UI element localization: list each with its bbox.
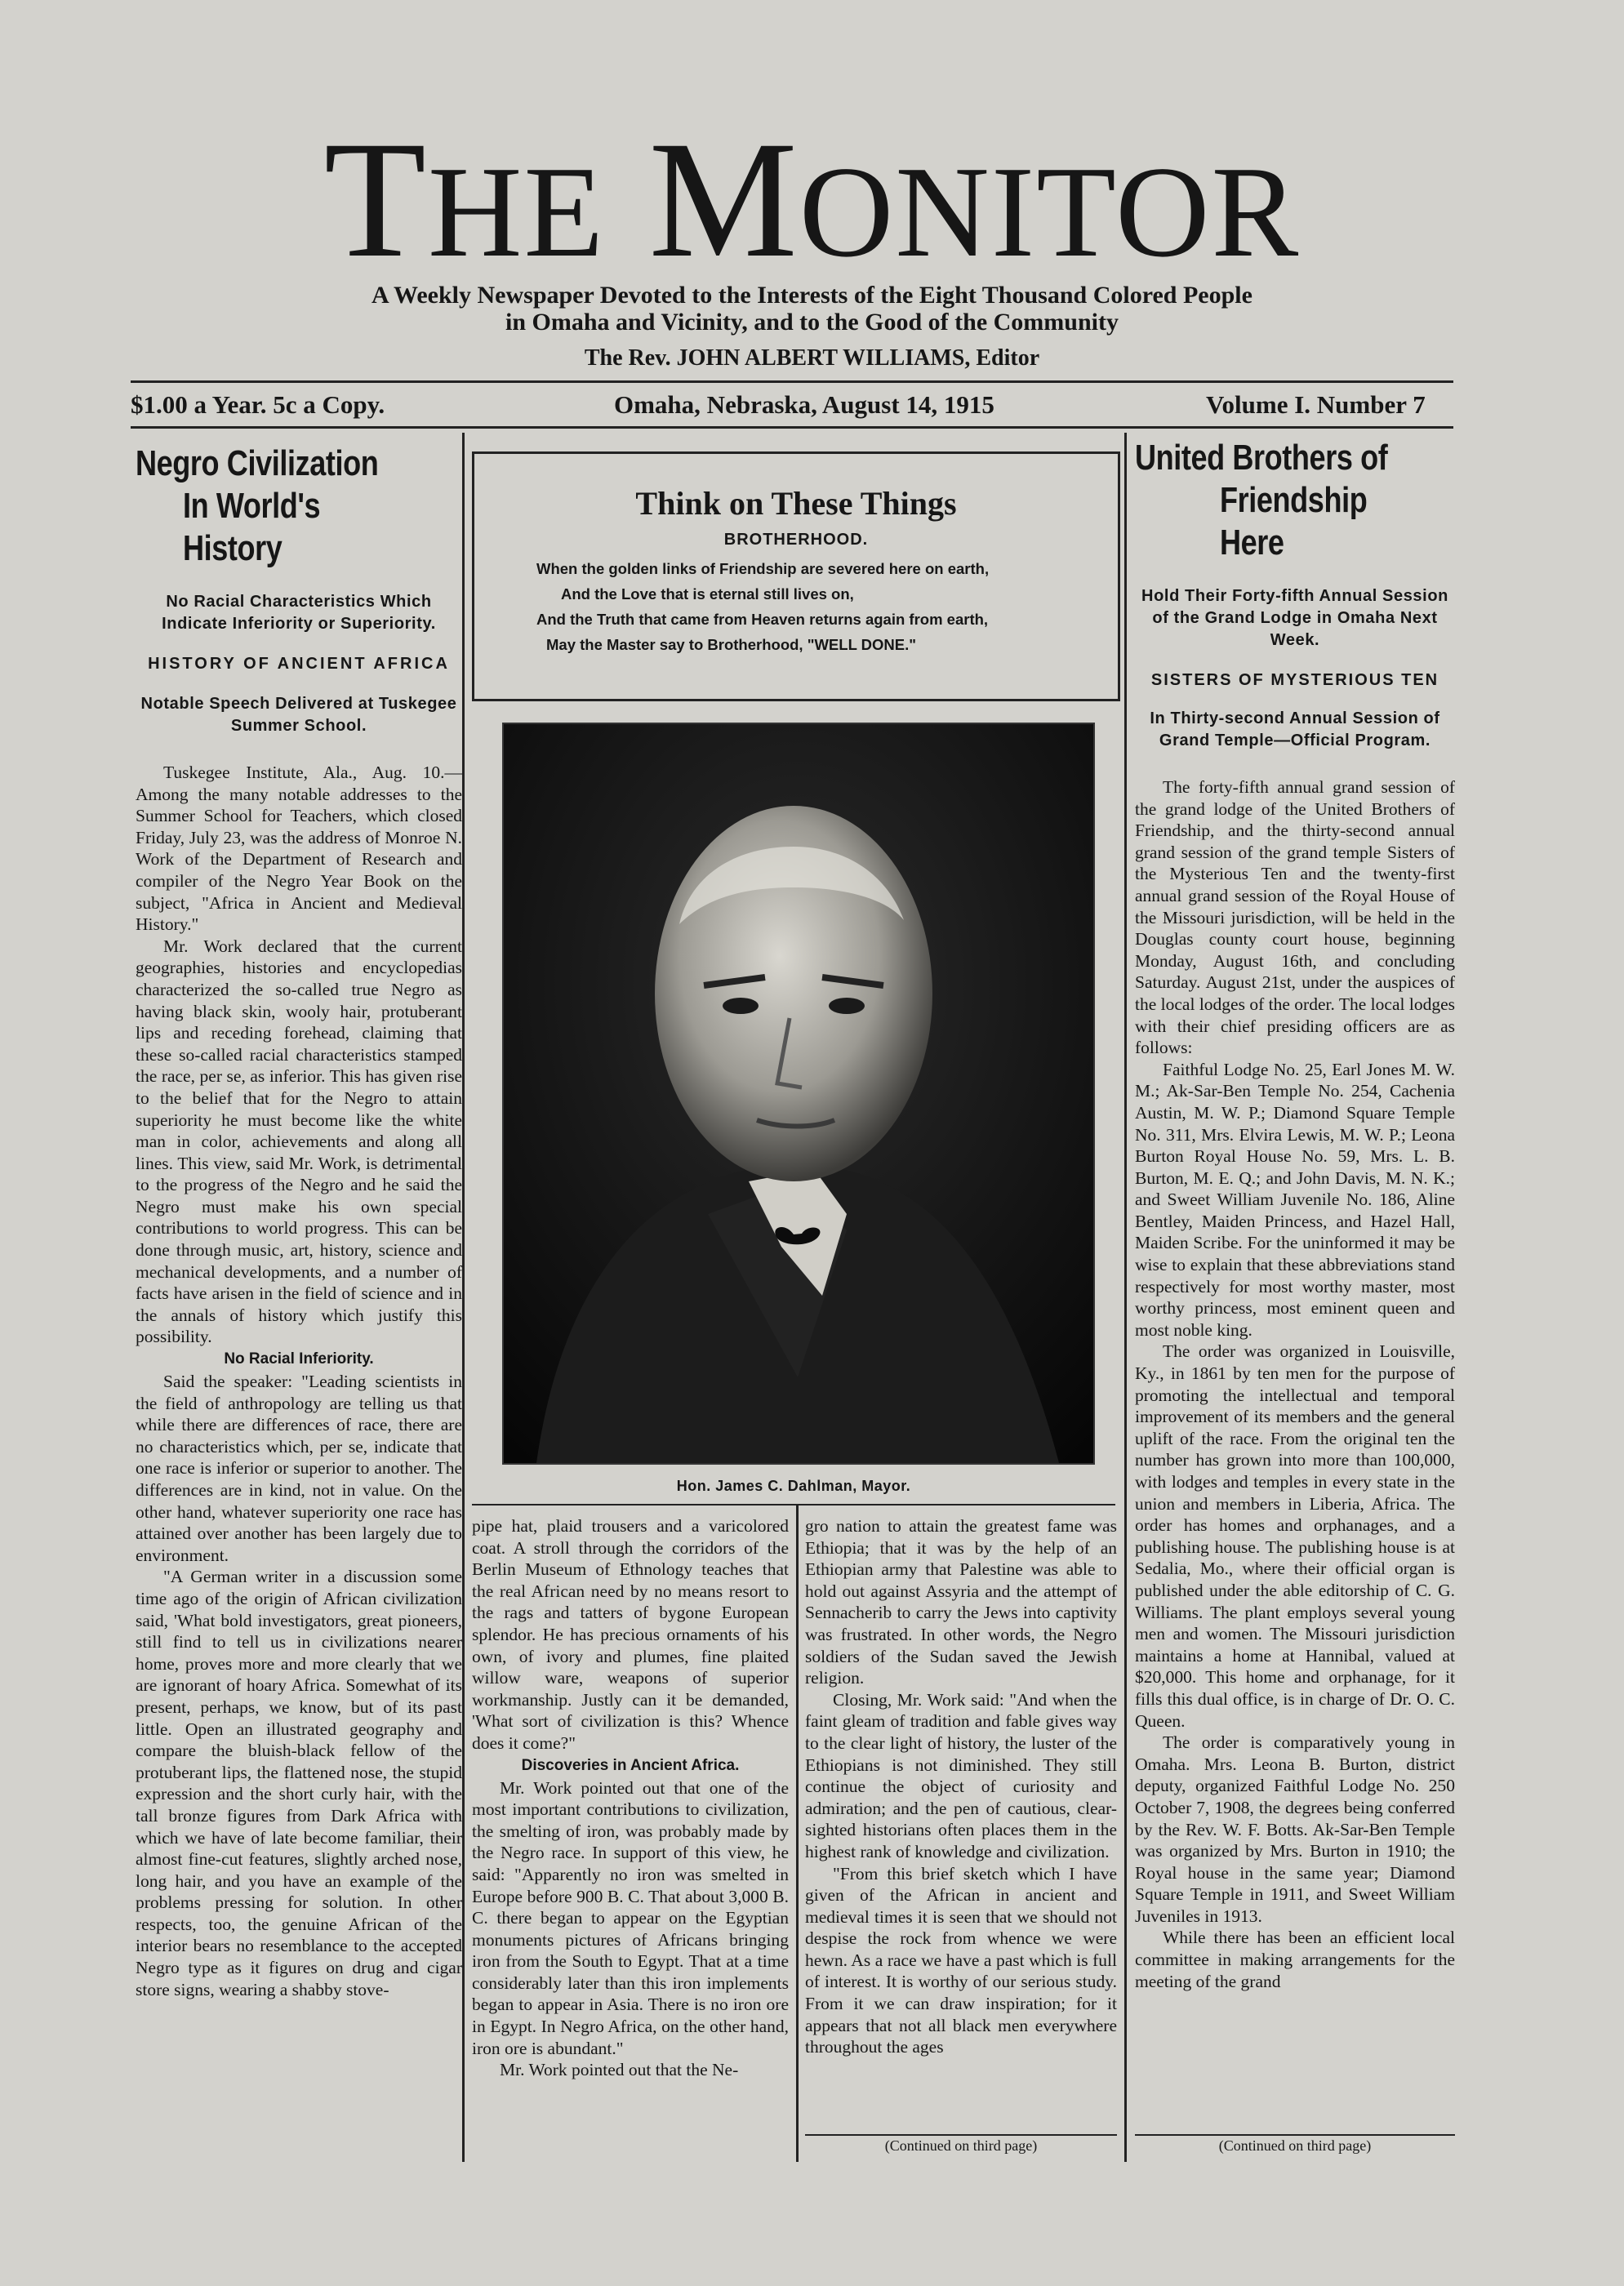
- tagline-line-1: A Weekly Newspaper Devoted to the Interests of the Eight Thousand Colored People: [372, 282, 1252, 309]
- poem-line-4: May the Master say to Brotherhood, "WELL DONE.": [546, 636, 917, 653]
- left-deck-3: Notable Speech Delivered at Tuskegee Summer School.: [140, 695, 457, 735]
- right-headline-1: United Brothers of: [1135, 438, 1388, 478]
- think-on-these-things-box: [472, 451, 1120, 701]
- tagline-line-2: in Omaha and Vicinity, and to the Good of the Community: [505, 309, 1119, 336]
- left-article: [136, 443, 462, 2000]
- right-paragraph-3: The order was organized in Louisville, Ky., in 1861 by ten men for the purpose of promoting the intellectual and temporal improvement of its members and the general uplift of the race. From the original ten the number has grown into more than 100,000, with lodges and temples in every state in the union and members in Liberia, Africa. The order has homes and orphanages, and a publishing house. The publishing house is at Sedalia, Mo., where their official organ is published under the able editorship of C. G. Williams. The plant employs several young men and women. The Missouri jurisdiction maintains a home at Hannibal, valued at $20,000. This home and orphanage, for it fills this dual office, is in charge of Dr. O. C. Queen.: [1135, 1341, 1455, 1731]
- poem-line-3: And the Truth that came from Heaven returns again from earth,: [536, 611, 989, 628]
- mid1-paragraph-1: pipe hat, plaid trousers and a varicolored coat. A stroll through the corridors of the Berlin Museum of Ethnology teaches that the real African need by no means resort to the rags and tatters of bygone European splendor. He has precious ornaments of his own, of ivory and plumes, fine plaited willow ware, weapons of superior workmanship. Justly can it be demanded, 'What sort of civilization is this? Whence does it come?": [472, 1516, 789, 1753]
- left-subhead-no-racial-inferiority: No Racial Inferiority.: [224, 1350, 374, 1368]
- right-paragraph-5: While there has been an efficient local committee in making arrangements for the meeting of the grand: [1135, 1928, 1455, 1991]
- rule-top: [131, 380, 1453, 383]
- left-paragraph-4: "A German writer in a discussion some time ago of the origin of African civilization said, 'What bold investigators, great pioneers, still find to tell us in civilizations nearer home, proves more and more clearly that we are ignorant of hoary Africa. Somewhat of its present, perhaps, we know, but of its past little. Open an illustrated geography and compare the bluish-black fellow of the protuberant lips, the flattened nose, the stupid expression and the short curly hair, with the tall bronze figures from Dark Africa with which we have of late become familiar, their almost fine-cut features, slightly arched nose, long hair, and you have an example of the problems pressing for solution. In other respects, too, the genuine African of the interior bears no resemblance to the accepted Negro type as it figures on drug and cigar store signs, wearing a shabby stove-: [136, 1567, 462, 1999]
- right-deck-3: In Thirty-second Annual Session of Grand Temple—Official Program.: [1150, 709, 1440, 749]
- mid2-paragraph-2: Closing, Mr. Work said: "And when the faint gleam of tradition and fable gives way to the clear light of history, the luster of the Ethiopians is not diminished. They still continue the object of curiosity and admiration; and the pen of cautious, clear-sighted historians often places them in the highest rank of knowledge and civilization.: [805, 1689, 1117, 1861]
- portrait-silhouette: [504, 724, 1093, 1463]
- masthead-title: [0, 107, 1624, 297]
- mid1-paragraph-2: Mr. Work pointed out that one of the most important contributions to civilization, the smelting of iron, was probably made by the Negro race. In support of this view, he said: "Apparently no iron was smelted in Europe before 900 B. C. That about 3,000 B. C. there began to appear on the Egyptian monuments pictures of Africans bringing iron from the South to Egypt. That at a time considerably later than this iron implements began to appear in Asia. There is no iron ore in Egypt. In Negro Africa, on the other hand, iron ore is abundant.": [472, 1777, 789, 2058]
- left-article-body: [136, 762, 462, 2000]
- left-paragraph-2: Mr. Work declared that the current geographies, histories and encyclopedias characterized the so-called true Negro as having black skin, wooly hair, protuberant lips and receding forehead, claiming that these so-called racial characteristics stamped the race, per se, as inferior. This has given rise to the belief that for the Negro to attain superiority he must become like the white man in color, achievements and along all lines. This view, said Mr. Work, is detrimental to the progress of the Negro and he said the Negro must make his own special contributions to world progress. This can be done through music, art, history, science and mechanical developments, and a number of facts have arisen in the field of science and in the annals of history which justify this possibility.: [136, 936, 462, 1347]
- rule-under-dateline: [131, 426, 1453, 429]
- right-deck-2: SISTERS OF MYSTERIOUS TEN: [1150, 671, 1439, 689]
- left-deck-2: HISTORY OF ANCIENT AFRICA: [148, 655, 450, 673]
- left-headline-2: In World's History: [183, 486, 321, 568]
- continued-note-middle: (Continued on third page): [884, 2137, 1038, 2154]
- right-paragraph-1: The forty-fifth annual grand session of the grand lodge of the United Brothers of Friendship, and the thirty-second annual grand session of the grand temple Sisters of the Mysterious Ten and the twenty-first annual grand session of the Royal House of the Missouri jurisdiction, will be held in the Douglas county court house, beginning Monday, August 16th, and concluding Saturday. August 21st, under the auspices of the local lodges of the order. The local lodges with their chief presiding officers are as follows:: [1135, 777, 1455, 1058]
- right-paragraph-2: Faithful Lodge No. 25, Earl Jones M. W. M.; Ak-Sar-Ben Temple No. 254, Cachenia Austin, M. W. P.; Diamond Square Temple No. 311, Mrs. Elvira Lewis, M. W. P.; Leona Burton Royal House No. 59, Mrs. L. B. Burton, M. E. Q.; and John Davis, M. N. K.; and Sweet William Juvenile No. 186, Aline Bentley, Maiden Princess, and Hazel Hall, Maiden Scribe. For the uninformed it may be wise to explain that these abbreviations stand respectively for most worthy master, most worthy princess, most eminent queen and most noble king.: [1135, 1059, 1455, 1340]
- mid2-paragraph-1: gro nation to attain the greatest fame was Ethiopia; that it was by the help of an Ethiopian army that Palestine was able to hold out against Assyria and the attempt of Sennacherib to carry the Jews into captivity was frustrated. In other words, the Negro soldiers of the Sudan saved the Jewish religion.: [805, 1516, 1117, 1688]
- mid2-paragraph-3: "From this brief sketch which I have given of the African in ancient and medieval times it is seen that we should not despise the rock from whence we were hewn. As a race we have a past which is full of interest. It is worthy of our serious study. From it we can draw inspiration; for it appears that not all black men everywhere throughout the ages: [805, 1863, 1117, 2057]
- right-headline-2: Friendship Here: [1220, 480, 1368, 563]
- right-paragraph-4: The order is comparatively young in Omaha. Mrs. Leona B. Burton, district deputy, organized Faithful Lodge No. 250 October 7, 1908, the degrees being conferred by the Rev. W. F. Botts. Ak-Sar-Ben Temple was organized by Mrs. Burton in 1910; the Royal house in the same year; Diamond Square Temple in 1911, and Sweet William Juveniles in 1913.: [1135, 1732, 1455, 1926]
- column-rule-left: [462, 433, 465, 2162]
- middle-column-2: [805, 1515, 1117, 2058]
- photo-caption: Hon. James C. Dahlman, Mayor.: [676, 1478, 911, 1494]
- rule-continued-middle: [805, 2134, 1117, 2136]
- poem-line-1: When the golden links of Friendship are severed here on earth,: [536, 560, 990, 577]
- left-paragraph-3: Said the speaker: "Leading scientists in the field of anthropology are telling us that while there are differences of race, there are no characteristics which, per se, indicate that one race is inferior or superior to another. The differences are in kind, not in value. On the other hand, whatever superiority one race has attained over another has been largely due to environment.: [136, 1372, 462, 1565]
- editor-line: The Rev. JOHN ALBERT WILLIAMS, Editor: [584, 345, 1040, 371]
- right-deck-1: Hold Their Forty-fifth Annual Session of the Grand Lodge in Omaha Next Week.: [1141, 587, 1448, 649]
- mayor-portrait-photo: [502, 723, 1095, 1465]
- place-date: Omaha, Nebraska, August 14, 1915: [614, 390, 994, 419]
- masthead-monitor-initial: M: [648, 107, 799, 292]
- column-rule-right: [1124, 433, 1127, 2162]
- right-article: [1135, 437, 1455, 1992]
- masthead-the-initial: T: [323, 107, 428, 292]
- left-deck-1: No Racial Characteristics Which Indicate Inferiority or Superiority.: [162, 593, 436, 633]
- price-line: $1.00 a Year. 5c a Copy.: [131, 390, 385, 419]
- middle-column-1: [472, 1515, 789, 2081]
- mid1-paragraph-3: Mr. Work pointed out that the Ne-: [500, 2060, 739, 2080]
- volume-number: Volume I. Number 7: [1206, 390, 1426, 419]
- rule-continued-right: [1135, 2134, 1455, 2136]
- masthead-monitor-rest: ONITOR: [799, 139, 1301, 284]
- column-rule-middle: [796, 1504, 799, 2162]
- left-paragraph-1: Tuskegee Institute, Ala., Aug. 10.—Among the many notable addresses to the Summer School for Teachers, which closed Friday, July 23, was the address of Monroe N. Work of the Department of Research and compiler of the Negro Year Book on the subject, "Africa in Ancient and Medieval History.": [136, 763, 462, 935]
- left-headline-1: Negro Civilization: [136, 443, 379, 483]
- brotherhood-poem: [536, 556, 1118, 657]
- mid1-subhead-discoveries: Discoveries in Ancient Africa.: [521, 1756, 740, 1774]
- right-article-body: [1135, 776, 1455, 1992]
- rule-under-photo: [472, 1504, 1115, 1505]
- box-subtitle: BROTHERHOOD.: [723, 531, 869, 549]
- masthead-the-rest: HE: [427, 139, 606, 284]
- poem-line-2: And the Love that is eternal still lives on,: [561, 585, 854, 603]
- box-title: Think on These Things: [635, 485, 957, 522]
- continued-note-right: (Continued on third page): [1218, 2137, 1372, 2154]
